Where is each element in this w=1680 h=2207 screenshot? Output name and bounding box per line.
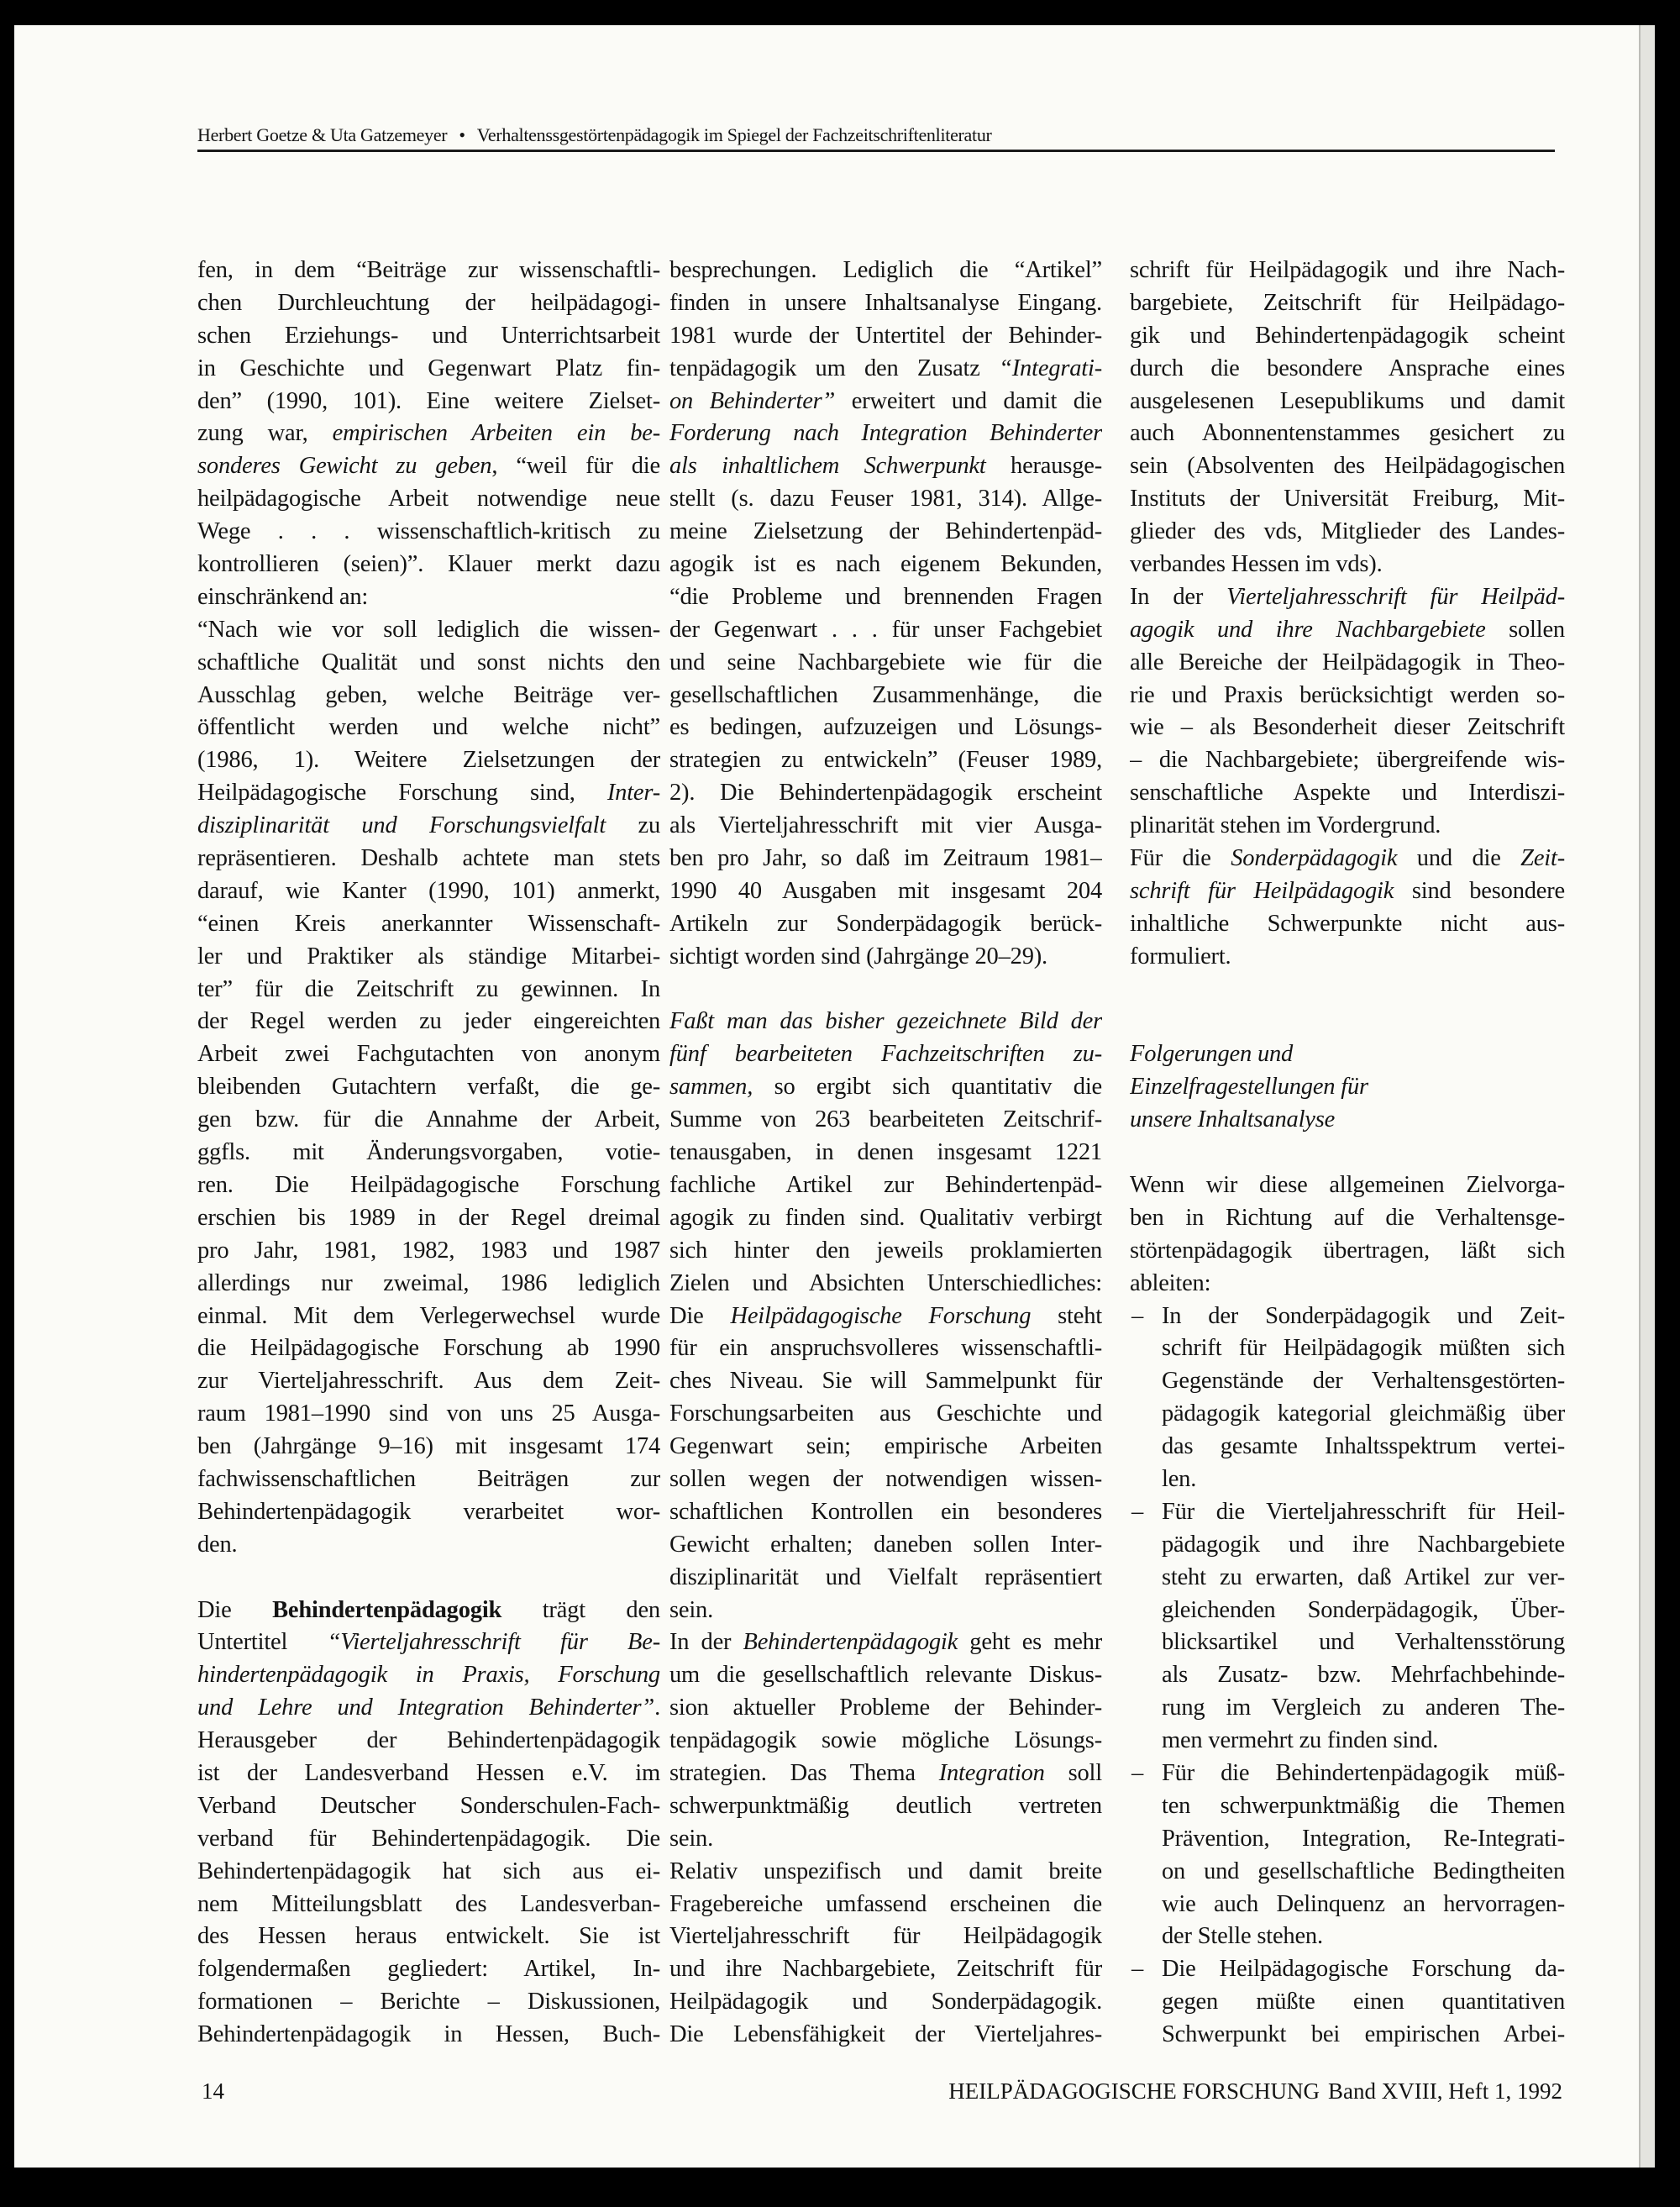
text-line: ggfls. mit Änderungsvorgaben, votie-	[197, 1139, 660, 1166]
text-run: trägt den	[501, 1596, 660, 1623]
text-line: bleibenden Gutachtern verfaßt, die ge-	[197, 1074, 660, 1101]
italic-text: “Vierteljahresschrift für Be-	[327, 1629, 660, 1656]
paragraph-gap	[1130, 974, 1565, 1006]
text-run: strategien. Das Thema	[669, 1759, 939, 1786]
text-line: ben pro Jahr, so daß im Zeitraum 1981–	[669, 845, 1102, 872]
italic-text: hindertenpädagogik in Praxis, Forschung	[197, 1662, 660, 1689]
text-line: sion aktueller Probleme der Behinder-	[669, 1695, 1102, 1721]
text-line: Behindertenpädagogik hat sich aus ei-	[197, 1858, 660, 1884]
text-line: – Für die Vierteljahresschrift für Heil-	[1130, 1496, 1565, 1529]
text-line: störtenpädagogik übertragen, läßt sich	[1130, 1237, 1565, 1264]
text-line: des Hessen heraus entwickelt. Sie ist	[197, 1923, 660, 1950]
text-line: fachwissenschaftlichen Beiträgen zur	[197, 1465, 660, 1492]
text-line: Die Lebensfähigkeit der Vierteljahres-	[669, 2021, 1102, 2048]
text-line: der Regel werden zu jeder eingereichten	[197, 1008, 660, 1035]
text-column-2	[669, 255, 1102, 2052]
text-line: heilpädagogische Arbeit notwendige neue	[197, 486, 660, 512]
text-line: men vermehrt zu finden sind.	[1162, 1727, 1439, 1754]
italic-text: empirischen Arbeiten ein be-	[332, 420, 660, 447]
paragraph	[197, 255, 660, 614]
text-run: steht	[1031, 1302, 1102, 1329]
text-run: Heilpädagogische Forschung sind,	[197, 780, 607, 807]
text-line	[197, 1692, 660, 1725]
paragraph-gap	[669, 974, 1102, 1006]
text-line: das gesamte Inhaltsspektrum vertei-	[1162, 1433, 1565, 1460]
text-line: ler und Praktiker als ständige Mitarbei-	[197, 943, 660, 970]
text-line: gik und Behindertenpädagogik scheint	[1130, 322, 1565, 349]
text-line: schwerpunktmäßig deutlich vertreten	[669, 1792, 1102, 1819]
paragraph	[197, 1595, 660, 2052]
text-line: Forschungsarbeiten aus Geschichte und	[669, 1400, 1102, 1427]
text-line: es bedingen, aufzuzeigen und Lösungs-	[669, 714, 1102, 741]
italic-text: schrift für Heilpädagogik	[1130, 877, 1394, 904]
text-line: Einzelfragestellungen für	[1130, 1074, 1368, 1101]
text-line: zur Vierteljahresschrift. Aus dem Zeit-	[197, 1368, 660, 1395]
italic-text: sammen,	[669, 1074, 753, 1101]
text-line: sein.	[669, 1825, 714, 1852]
text-line: rung im Vergleich zu anderen The-	[1162, 1695, 1565, 1721]
italic-text: Inter-	[606, 780, 660, 807]
text-line	[669, 1301, 1102, 1333]
text-line: fen, in dem “Beiträge zur wissenschaftli-	[197, 257, 660, 283]
text-line: tenpädagogik sowie mögliche Lösungs-	[669, 1727, 1102, 1754]
text-line	[197, 1659, 660, 1692]
text-run: sind besondere	[1394, 877, 1565, 904]
italic-text: sonderes Gewicht zu geben	[197, 453, 492, 480]
text-line	[669, 1071, 1102, 1104]
text-line: unsere Inhaltsanalyse	[1130, 1106, 1336, 1133]
text-line: den.	[197, 1531, 238, 1558]
text-line: inhaltliche Schwerpunkte nicht aus-	[1130, 910, 1565, 937]
text-line	[197, 777, 660, 810]
text-line	[1130, 843, 1565, 875]
text-line: ren. Die Heilpädagogische Forschung	[197, 1171, 660, 1198]
italic-text: und Lehre und Integration Behinderter”	[197, 1695, 655, 1721]
text-line: agogik ist es nach eigenem Bekunden,	[669, 551, 1102, 578]
text-line: sich hinter den jeweils proklamierten	[669, 1237, 1102, 1264]
text-line: strategien zu entwickeln” (Feuser 1989,	[669, 747, 1102, 774]
text-line	[669, 353, 1102, 386]
italic-text: Forderung nach Integration Behinderter	[669, 420, 1102, 447]
text-line: einmal. Mit dem Verlegerwechsel wurde	[197, 1302, 660, 1329]
text-line: repräsentieren. Deshalb achtete man stets	[197, 845, 660, 872]
italic-text: disziplinarität und Forschungsvielfalt	[197, 812, 606, 839]
text-line	[669, 386, 1102, 418]
italic-text: on Behinderter”	[669, 387, 836, 414]
paragraph	[1130, 843, 1565, 974]
text-line: durch die besondere Ansprache eines	[1130, 355, 1565, 381]
text-line: formuliert.	[1130, 943, 1231, 970]
text-line: schaftlichen Kontrollen ein besonderes	[669, 1498, 1102, 1525]
paragraph	[669, 1626, 1102, 1855]
list-item	[1130, 1301, 1565, 1496]
text-line: Wenn wir diese allgemeinen Zielvorga-	[1130, 1171, 1565, 1198]
text-line: senschaftliche Aspekte und Interdiszi-	[1130, 780, 1565, 807]
text-line: rie und Praxis berücksichtigt werden so-	[1130, 681, 1565, 708]
paragraph	[669, 1856, 1102, 2052]
text-line	[669, 1038, 1102, 1071]
text-line: Summe von 263 bearbeiteten Zeitschrif-	[669, 1106, 1102, 1133]
text-line: chen Durchleuchtung der heilpädagogi-	[197, 289, 660, 316]
text-line: allerdings nur zweimal, 1986 lediglich	[197, 1269, 660, 1296]
text-run: Die	[197, 1596, 273, 1623]
text-line: finden in unsere Inhaltsanalyse Eingang.	[669, 289, 1102, 316]
text-run: soll	[1044, 1759, 1102, 1786]
text-line: formationen – Berichte – Diskussionen,	[197, 1989, 660, 2015]
text-line	[1130, 875, 1565, 908]
text-line	[197, 450, 660, 483]
text-line: besprechungen. Lediglich die “Artikel”	[669, 257, 1102, 283]
text-line: on und gesellschaftliche Bedingtheiten	[1162, 1858, 1565, 1884]
italic-text: Integration	[938, 1759, 1045, 1786]
journal-footer	[948, 2078, 1562, 2105]
text-line: wie auch Delinquenz an hervorragen-	[1162, 1890, 1565, 1917]
text-line	[669, 1758, 1102, 1790]
text-run: geht es mehr	[958, 1629, 1102, 1656]
text-line: Gegenstände der Verhaltensgestörten-	[1162, 1368, 1565, 1395]
text-line: darauf, wie Kanter (1990, 101) anmerkt,	[197, 877, 660, 904]
list-item	[1130, 1758, 1565, 1953]
italic-text: fünf bearbeiteten Fachzeitschriften zu-	[669, 1041, 1102, 1068]
text-line: glieder des vds, Mitglieder des Landes-	[1130, 518, 1565, 545]
text-line: verband für Behindertenpädagogik. Die	[197, 1825, 660, 1852]
text-line: – die Nachbargebiete; übergreifende wis-	[1130, 747, 1565, 774]
text-line: kontrollieren (seien)”. Klauer merkt dazu	[197, 551, 660, 578]
text-line	[197, 1626, 660, 1659]
paragraph-gap	[197, 1562, 660, 1595]
text-line: – In der Sonderpädagogik und Zeit-	[1130, 1301, 1565, 1333]
text-line: – Die Heilpädagogische Forschung da-	[1130, 1953, 1565, 1986]
italic-text: Heilpädagogische Forschung	[730, 1302, 1032, 1329]
text-line	[669, 418, 1102, 450]
italic-text: Faßt man das bisher gezeichnete Bild der	[669, 1008, 1102, 1035]
text-line: ist der Landesverband Hessen e.V. im	[197, 1759, 660, 1786]
text-line: den” (1990, 101). Eine weitere Zielset-	[197, 387, 660, 414]
text-line: ben (Jahrgänge 9–16) mit insgesamt 174	[197, 1433, 660, 1460]
text-line: sein.	[669, 1596, 714, 1623]
text-line: und seine Nachbargebiete wie für die	[669, 649, 1102, 675]
text-line: erschien bis 1989 in der Regel dreimal	[197, 1204, 660, 1231]
text-line: Gewicht erhalten; daneben sollen Inter-	[669, 1531, 1102, 1558]
text-run: In der	[669, 1629, 743, 1656]
journal-name: HEILPÄDAGOGISCHE FORSCHUNG	[948, 2078, 1320, 2104]
paragraph-gap	[1130, 1006, 1565, 1038]
text-line: Arbeit zwei Fachgutachten von anonym	[197, 1041, 660, 1068]
journal-volume: Band XVIII, Heft 1, 1992	[1328, 2078, 1562, 2104]
text-line: Artikeln zur Sonderpädagogik berück-	[669, 910, 1102, 937]
text-line: sein (Absolventen des Heilpädagogischen	[1130, 453, 1565, 480]
text-line	[669, 450, 1102, 483]
text-line: alle Bereiche der Heilpädagogik in Theo-	[1130, 649, 1565, 675]
text-run: sollen	[1485, 616, 1565, 643]
text-run: so ergibt sich quantitativ die	[753, 1074, 1102, 1101]
text-run: herausge-	[985, 453, 1102, 480]
text-line: in Geschichte und Gegenwart Platz fin-	[197, 355, 660, 381]
text-line: Instituts der Universität Freiburg, Mit-	[1130, 486, 1565, 512]
header-authors: Herbert Goetze & Uta Gatzemeyer	[197, 124, 448, 145]
text-line: Vierteljahresschrift für Heilpädagogik	[669, 1923, 1102, 1950]
paragraph-gap	[1130, 1137, 1565, 1169]
text-line: schrift für Heilpädagogik müßten sich	[1162, 1335, 1565, 1362]
text-run: Die	[669, 1302, 731, 1329]
text-line: ableiten:	[1130, 1269, 1211, 1296]
text-line: stellt (s. dazu Feuser 1981, 314). Allge-	[669, 486, 1102, 512]
list-item	[1130, 1496, 1565, 1758]
text-line: gen bzw. für die Annahme der Arbeit,	[197, 1106, 660, 1133]
text-line	[669, 1006, 1102, 1038]
text-line: 1990 40 Ausgaben mit insgesamt 204	[669, 877, 1102, 904]
header-title: Verhaltenssgestörtenpädagogik im Spiegel der Fachzeitschriftenliteratur	[476, 124, 992, 145]
text-line: wie – als Besonderheit dieser Zeitschrift	[1130, 714, 1565, 741]
text-line: Behindertenpädagogik in Hessen, Buch-	[197, 2021, 660, 2048]
text-line: und ihre Nachbargebiete, Zeitschrift für	[669, 1956, 1102, 1983]
text-line: Heilpädagogik und Sonderpädagogik.	[669, 1989, 1102, 2015]
text-line	[669, 1626, 1102, 1659]
text-line: pädagogik kategorial gleichmäßig über	[1162, 1400, 1565, 1427]
italic-text: “Integrati-	[999, 355, 1102, 381]
text-run: In der	[1130, 583, 1227, 610]
text-line: verbandes Hessen im vds).	[1130, 551, 1383, 578]
text-run: tenpädagogik um den Zusatz	[669, 355, 1000, 381]
text-line: schrift für Heilpädagogik und ihre Nach-	[1130, 257, 1565, 283]
text-line	[197, 418, 660, 450]
text-line: Ausschlag geben, welche Beiträge ver-	[197, 681, 660, 708]
italic-text: Vierteljahresschrift für Heilpäd-	[1226, 583, 1565, 610]
text-line: pro Jahr, 1981, 1982, 1983 und 1987	[197, 1237, 660, 1264]
text-line: 2). Die Behindertenpädagogik erscheint	[669, 780, 1102, 807]
text-line	[1130, 614, 1565, 647]
text-line: Wege . . . wissenschaftlich-kritisch zu	[197, 518, 660, 545]
text-line: folgendermaßen gegliedert: Artikel, In-	[197, 1956, 660, 1983]
text-line: als Zusatz- bzw. Mehrfachbehinde-	[1162, 1662, 1565, 1689]
paragraph	[669, 255, 1102, 974]
paragraph	[669, 1006, 1102, 1626]
header-separator: •	[459, 124, 465, 145]
text-line: gegen müßte einen quantitativen	[1162, 1989, 1565, 2015]
text-line: bargebiete, Zeitschrift für Heilpädago-	[1130, 289, 1565, 316]
text-line: tenausgaben, in denen insgesamt 1221	[669, 1139, 1102, 1166]
text-line: Schwerpunkt bei empirischen Arbei-	[1162, 2021, 1565, 2048]
text-line: öffentlicht werden und welche nicht”	[197, 714, 660, 741]
text-line: pädagogik und ihre Nachbargebiete	[1162, 1531, 1565, 1558]
header-rule	[197, 150, 1555, 152]
text-line: raum 1981–1990 sind von uns 25 Ausga-	[197, 1400, 660, 1427]
text-line: Folgerungen und	[1130, 1041, 1294, 1068]
text-line: ten schwerpunktmäßig die Themen	[1162, 1792, 1565, 1819]
text-line: ben in Richtung auf die Verhaltensge-	[1130, 1204, 1565, 1231]
text-line: Relativ unspezifisch und damit breite	[669, 1858, 1102, 1884]
text-line	[197, 810, 660, 843]
text-line: “die Probleme und brennenden Fragen	[669, 583, 1102, 610]
text-line: “einen Kreis anerkannter Wissenschaft-	[197, 910, 660, 937]
text-line: für ein anspruchsvolleres wissenschaftli-	[669, 1335, 1102, 1362]
text-run: zung war,	[197, 420, 333, 447]
text-run: zu	[606, 812, 660, 839]
text-line	[1130, 581, 1565, 614]
text-line: meine Zielsetzung der Behindertenpäd-	[669, 518, 1102, 545]
text-line: fachliche Artikel zur Behindertenpäd-	[669, 1171, 1102, 1198]
text-line: um die gesellschaftlich relevante Diskus-	[669, 1662, 1102, 1689]
text-line: – Für die Behindertenpädagogik müß-	[1130, 1758, 1565, 1790]
text-line: Herausgeber der Behindertenpädagogik	[197, 1727, 660, 1754]
italic-text: Behindertenpädagogik	[743, 1629, 958, 1656]
italic-text: als inhaltlichem Schwerpunkt	[669, 453, 986, 480]
italic-text: Sonderpädagogik	[1231, 845, 1398, 872]
text-line: blicksartikel und Verhaltensstörung	[1162, 1629, 1565, 1656]
text-line: einschränkend an:	[197, 583, 369, 610]
italic-text: agogik und ihre Nachbargebiete	[1130, 616, 1486, 643]
text-line: der Stelle stehen.	[1162, 1923, 1323, 1950]
text-line: ausgelesenen Lesepublikums und damit	[1130, 387, 1565, 414]
text-line: ches Niveau. Sie will Sammelpunkt für	[669, 1368, 1102, 1395]
text-line: gesellschaftlichen Zusammenhänge, die	[669, 681, 1102, 708]
paragraph	[1130, 1169, 1565, 1301]
paragraph	[197, 614, 660, 1562]
text-line: sichtigt worden sind (Jahrgänge 20–29).	[669, 943, 1047, 970]
text-line: gleichenden Sonderpädagogik, Über-	[1162, 1596, 1565, 1623]
section-heading	[1130, 1038, 1565, 1137]
text-run: und die	[1397, 845, 1521, 872]
list-item	[1130, 1953, 1565, 2052]
text-run: Untertitel	[197, 1629, 328, 1656]
text-line: agogik zu finden sind. Qualitativ verbirgt	[669, 1204, 1102, 1231]
text-run: erweitert und damit die	[835, 387, 1102, 414]
page-edge	[1639, 25, 1655, 2168]
paragraph	[1130, 581, 1565, 843]
text-line: als Vierteljahresschrift mit vier Ausga-	[669, 812, 1102, 839]
italic-text: Zeit-	[1520, 845, 1565, 872]
text-line: schen Erziehungs- und Unterrichtsarbeit	[197, 322, 660, 349]
text-line: die Heilpädagogische Forschung ab 1990	[197, 1335, 660, 1362]
text-line: ter” für die Zeitschrift zu gewinnen. In	[197, 975, 660, 1002]
text-run: Für die	[1130, 845, 1231, 872]
text-line: disziplinarität und Vielfalt repräsentiert	[669, 1563, 1102, 1590]
text-column-3	[1130, 255, 1565, 2052]
text-run: , “weil für die	[491, 453, 660, 480]
text-line: Prävention, Integration, Re-Integrati-	[1162, 1825, 1565, 1852]
text-line: nem Mitteilungsblatt des Landesverban-	[197, 1890, 660, 1917]
page-number: 14	[202, 2078, 224, 2104]
text-line	[197, 1595, 660, 1627]
text-line: len.	[1162, 1465, 1197, 1492]
text-line: auch Abonnentenstammes gesichert zu	[1130, 420, 1565, 447]
text-line: Fragebereiche umfassend erscheinen die	[669, 1890, 1102, 1917]
text-line: Behindertenpädagogik verarbeitet wor-	[197, 1498, 660, 1525]
text-line: Zielen und Absichten Unterschiedliches:	[669, 1269, 1102, 1296]
running-head	[197, 124, 992, 146]
text-line: plinarität stehen im Vordergrund.	[1130, 812, 1441, 839]
text-line: der Gegenwart . . . für unser Fachgebiet	[669, 616, 1102, 643]
text-line: sollen wegen der notwendigen wissen-	[669, 1465, 1102, 1492]
bold-text: Behindertenpädagogik	[272, 1596, 502, 1623]
text-column-1	[197, 255, 660, 2052]
text-line: Gegenwart sein; empirische Arbeiten	[669, 1433, 1102, 1460]
text-line: “Nach wie vor soll lediglich die wissen-	[197, 616, 660, 643]
text-line: schaftliche Qualität und sonst nichts den	[197, 649, 660, 675]
paragraph	[1130, 255, 1565, 581]
text-line: Verband Deutscher Sonderschulen-Fach-	[197, 1792, 660, 1819]
text-run: .	[654, 1695, 660, 1721]
text-line: (1986, 1). Weitere Zielsetzungen der	[197, 747, 660, 774]
text-line: 1981 wurde der Untertitel der Behinder-	[669, 322, 1102, 349]
text-line: steht zu erwarten, daß Artikel zur ver-	[1162, 1563, 1565, 1590]
